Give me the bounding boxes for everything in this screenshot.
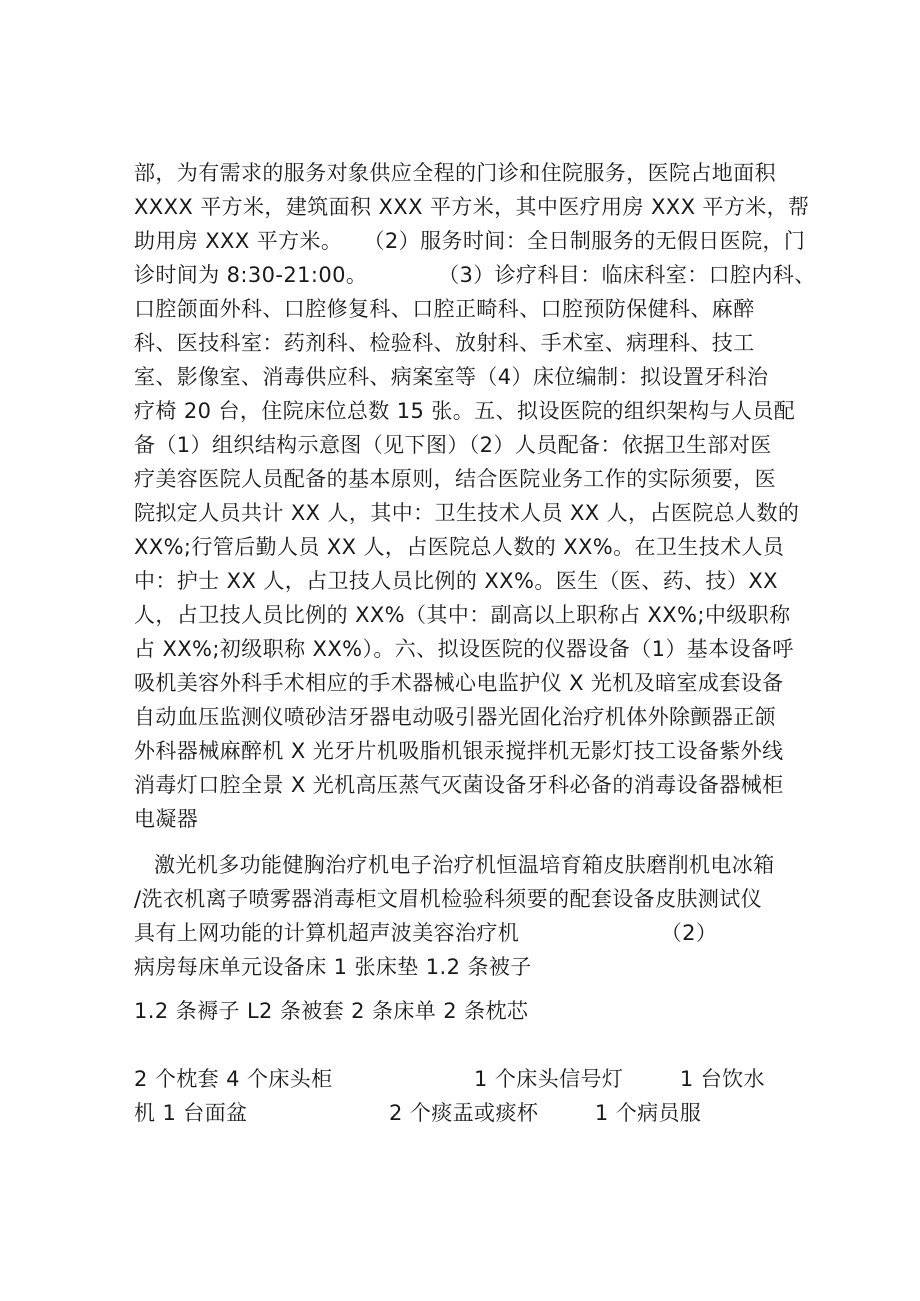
text-line: XX%;行管后勤人员 XX 人，占医院总人数的 XX%。在卫生技术人员 [134, 535, 785, 559]
text-line: 激光机多功能健胸治疗机电子治疗机恒温培育箱皮肤磨削机电冰箱 [154, 853, 775, 877]
text-line: 疗美容医院人员配备的基本原则，结合医院业务工作的实际须要，医 [134, 467, 776, 491]
text-line: 具有上网功能的计算机超声波美容治疗机 （2） [134, 921, 718, 945]
text-line: 自动血压监测仪喷砂洁牙器电动吸引器光固化治疗机体外除颤器正颌 [134, 705, 776, 729]
text-line: 消毒灯口腔全景 X 光机高压蒸气灭菌设备牙科必备的消毒设备器械柜 [134, 773, 784, 797]
text-line: 部，为有需求的服务对象供应全程的门诊和住院服务，医院占地面积 [134, 161, 776, 185]
text-line: 电凝器 [134, 807, 199, 831]
text-line: 院拟定人员共计 XX 人，其中：卫生技术人员 XX 人，占医院总人数的 [134, 501, 800, 525]
text-line: 中：护士 XX 人，占卫技人员比例的 XX%。医生（医、药、技）XX [134, 569, 778, 593]
text-line: 占 XX%;初级职称 XX%）。六、拟设医院的仪器设备（1）基本设备呼 [134, 637, 794, 661]
text-line: 外科器械麻醉机 X 光牙片机吸脂机银汞搅拌机无影灯技工设备紫外线 [134, 739, 784, 763]
text-line: /洗衣机离子喷雾器消毒柜文眉机检验科须要的配套设备皮肤测试仪 [134, 887, 763, 911]
text-line: 1.2 条褥子 L2 条被套 2 条床单 2 条枕芯 [134, 999, 529, 1023]
text-line: 助用房 XXX 平方米。 （2）服务时间：全日制服务的无假日医院，门 [134, 229, 806, 253]
text-line: 病房每床单元设备床 1 张床垫 1.2 条被子 [134, 955, 532, 979]
text-line: XXXX 平方米，建筑面积 XXX 平方米，其中医疗用房 XXX 平方米，帮 [134, 195, 810, 219]
text-line: 疗椅 20 台，住院床位总数 15 张。五、拟设医院的组织架构与人员配 [134, 399, 796, 423]
text-line: 口腔颌面外科、口腔修复科、口腔正畸科、口腔预防保健科、麻醉 [134, 297, 755, 321]
text-line: 机 1 台面盆 2 个痰盂或痰杯 1 个病员服 [134, 1101, 702, 1125]
text-line: 科、医技科室：药剂科、检验科、放射科、手术室、病理科、技工 [134, 331, 755, 355]
text-line: 吸机美容外科手术相应的手术器械心电监护仪 X 光机及暗室成套设备 [134, 671, 784, 695]
text-line: 2 个枕套 4 个床头柜 1 个床头信号灯 1 台饮水 [134, 1067, 765, 1091]
text-line: 备（1）组织结构示意图（见下图）（2）人员配备：依据卫生部对医 [134, 433, 772, 457]
text-line: 诊时间为 8:30-21:00。 （3）诊疗科目：临床科室：口腔内科、 [134, 263, 816, 287]
text-line: 室、影像室、消毒供应科、病案室等（4）床位编制：拟设置牙科治 [134, 365, 769, 389]
text-line: 人，占卫技人员比例的 XX%（其中：副高以上职称占 XX%;中级职称 [134, 603, 791, 627]
